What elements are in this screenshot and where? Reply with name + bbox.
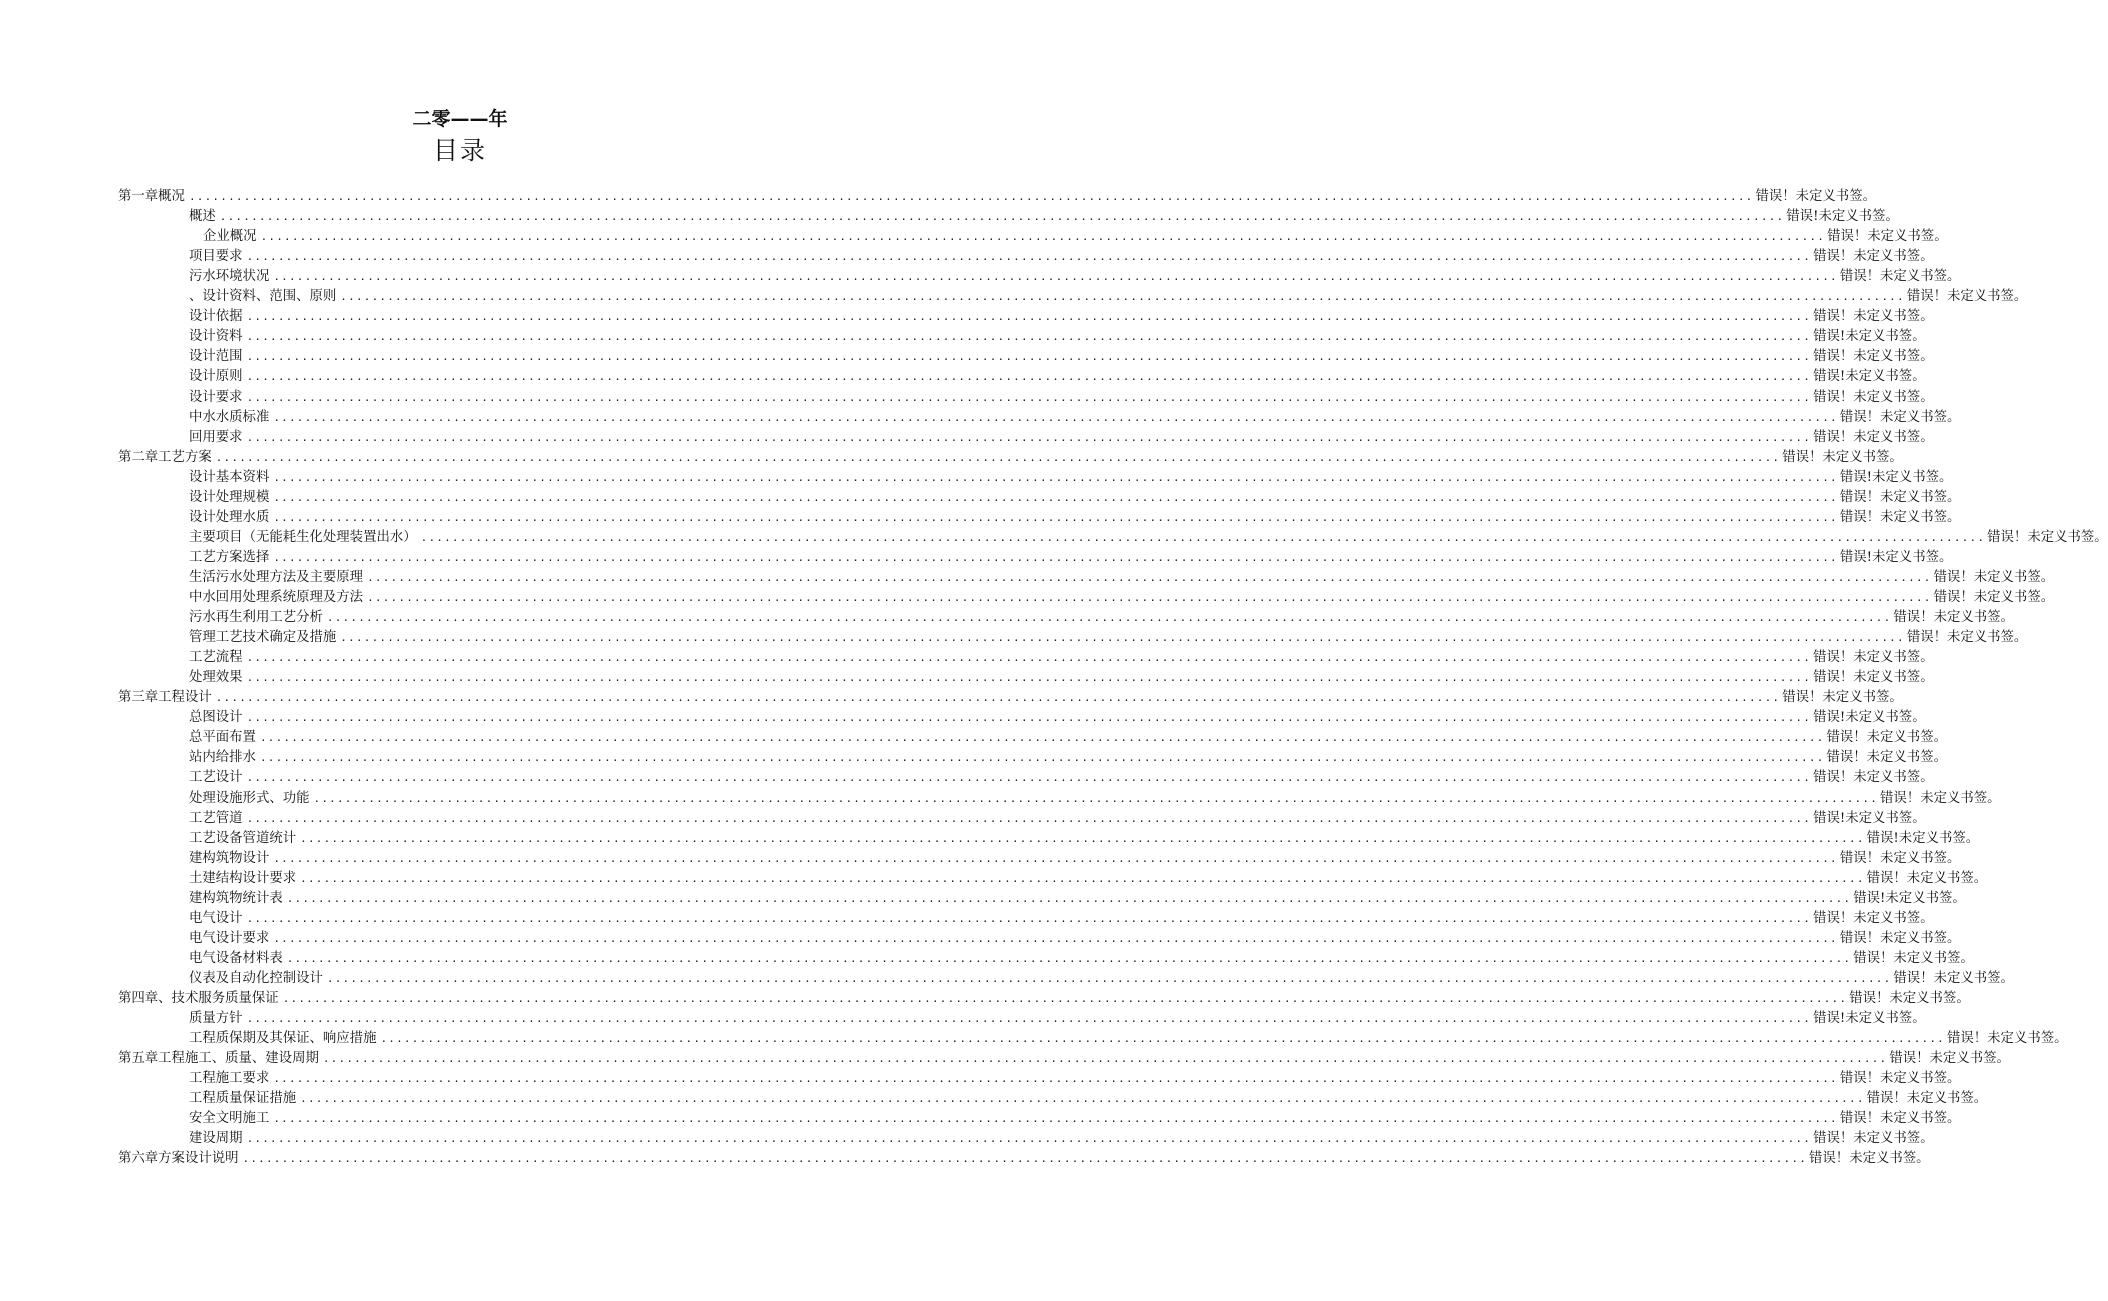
toc-entry-label: 第一章概况 [118, 189, 185, 204]
toc-page-reference: 错误！未定义书签。 [1839, 1071, 1961, 1087]
toc-dot-leader: ........................................................................................................................................................................................................ [322, 1052, 1888, 1066]
toc-section-entry[interactable] [189, 488, 1961, 508]
toc-entry-label: 安全文明施工 [189, 1111, 270, 1127]
toc-page-reference: 错误！未定义书签。 [1839, 1111, 1961, 1127]
toc-dot-leader: ........................................................................................................................................................................................................ [246, 651, 1812, 665]
toc-entry-label: 管理工艺技术确定及措施 [189, 630, 337, 646]
toc-dot-leader: ........................................................................................................................................................................................................ [273, 270, 1838, 284]
toc-dot-leader: ........................................................................................................................................................................................................ [326, 971, 1892, 985]
toc-section-entry[interactable] [189, 388, 1934, 408]
toc-section-entry[interactable] [189, 1089, 1988, 1109]
toc-section-entry[interactable] [189, 668, 1934, 688]
toc-entry-label: 建构筑物统计表 [189, 890, 283, 906]
toc-page-reference: 错误！未定义书签。 [1809, 1151, 1930, 1167]
toc-dot-leader: ........................................................................................................................................................................................................ [367, 570, 1932, 584]
toc-title: 目录 [432, 136, 487, 165]
toc-dot-leader: ........................................................................................................................................................................................................ [259, 751, 1825, 765]
toc-entry-label: 设计要求 [189, 389, 243, 405]
toc-dot-leader: ........................................................................................................................................................................................................ [286, 951, 1852, 965]
toc-dot-leader: ........................................................................................................................................................................................................ [326, 611, 1892, 625]
toc-page-reference: 错误！未定义书签。 [1813, 249, 1934, 265]
toc-page-reference: 错误！未定义书签。 [1813, 670, 1934, 686]
toc-section-entry[interactable] [189, 207, 1899, 227]
toc-dot-leader: ........................................................................................................................................................................................................ [246, 250, 1812, 264]
toc-section-entry[interactable] [189, 327, 1926, 347]
toc-entry-label: 第三章工程设计 [118, 690, 212, 706]
toc-page-reference: 错误！未定义书签。 [1813, 770, 1934, 786]
toc-dot-leader: ........................................................................................................................................................................................................ [246, 811, 1812, 825]
toc-dot-leader: ........................................................................................................................................................................................................ [246, 771, 1812, 785]
toc-dot-leader: ........................................................................................................................................................................................................ [246, 350, 1812, 364]
toc-chapter-entry[interactable] [118, 688, 1903, 708]
toc-entry-label: 总平面布置 [189, 730, 256, 746]
toc-entry-label: 建构筑物设计 [189, 850, 270, 866]
toc-page-reference: 错误！未定义书签。 [1853, 950, 1974, 966]
toc-page-reference: 错误！未定义书签。 [1813, 910, 1934, 926]
toc-section-entry[interactable] [189, 608, 2014, 628]
toc-entry-label: 质量方针 [189, 1011, 243, 1027]
toc-page-reference: 错误！未定义书签。 [1933, 590, 2055, 605]
toc-page-reference: 错误!未定义书签。 [1813, 329, 1926, 345]
toc-section-entry[interactable] [189, 728, 1947, 748]
toc-entry-label: 中水水质标准 [189, 409, 270, 425]
toc-page-reference: 错误！未定义书签。 [1839, 269, 1961, 285]
toc-entry-label: 总图设计 [189, 710, 243, 726]
toc-page-reference: 错误！未定义书签。 [1827, 229, 1948, 245]
toc-entry-label: 工程质保期及其保证、响应措施 [189, 1031, 377, 1047]
toc-section-entry[interactable] [189, 789, 2001, 809]
toc-section-entry[interactable] [189, 307, 1934, 327]
toc-section-entry[interactable] [189, 849, 1961, 869]
toc-entry-label: 工艺管道 [189, 810, 243, 826]
toc-section-entry[interactable] [189, 909, 1934, 929]
toc-page-reference: 错误！未定义书签。 [1782, 449, 1903, 465]
toc-entry-label: 中水回用处理系统原理及方法 [189, 590, 364, 605]
toc-dot-leader: ........................................................................................................................................................................................................ [313, 791, 1879, 805]
toc-dot-leader: ........................................................................................................................................................................................................ [246, 370, 1812, 384]
toc-chapter-entry[interactable] [118, 1049, 2010, 1069]
toc-page-reference: 错误！未定义书签。 [1826, 750, 1947, 766]
toc-dot-leader: ........................................................................................................................................................................................................ [246, 1132, 1812, 1146]
toc-page-reference: 错误！未定义书签。 [1839, 509, 1961, 525]
toc-page-reference: 错误！未定义书签。 [1813, 389, 1934, 405]
toc-page-reference: 错误!未定义书签。 [1786, 209, 1899, 225]
toc-section-entry[interactable] [189, 1109, 1961, 1129]
toc-section-entry[interactable] [189, 1009, 1926, 1029]
toc-dot-leader: ........................................................................................................................................................................................................ [242, 1152, 1808, 1166]
toc-entry-label: 、设计资料、范围、原则 [189, 289, 337, 305]
toc-section-entry[interactable] [189, 548, 1953, 568]
toc-section-entry[interactable] [189, 267, 1961, 287]
toc-dot-leader: ........................................................................................................................................................................................................ [273, 410, 1838, 424]
toc-page-reference: 错误！未定义书签。 [1987, 529, 2108, 545]
toc-section-entry[interactable] [189, 408, 1961, 428]
toc-dot-leader: ........................................................................................................................................................................................................ [219, 210, 1785, 224]
toc-page-reference: 错误！未定义书签。 [1946, 1031, 2068, 1047]
toc-section-entry[interactable] [189, 969, 2014, 989]
toc-dot-leader: ........................................................................................................................................................................................................ [367, 591, 1932, 604]
toc-dot-leader: ........................................................................................................................................................................................................ [246, 911, 1812, 925]
toc-page-reference: 错误！未定义书签。 [1933, 569, 2055, 585]
toc-section-entry[interactable] [189, 829, 1980, 849]
toc-entry-label: 电气设备材料表 [189, 950, 283, 966]
toc-section-entry[interactable] [189, 648, 1934, 668]
toc-dot-leader: ........................................................................................................................................................................................................ [246, 310, 1812, 324]
toc-entry-label: 设计处理水质 [189, 509, 270, 525]
toc-section-entry[interactable] [189, 347, 1934, 367]
toc-entry-label: 设计基本资料 [189, 469, 270, 485]
toc-page-reference: 错误！未定义书签。 [1813, 309, 1934, 325]
toc-entry-label: 第二章工艺方案 [118, 449, 212, 465]
toc-section-entry[interactable] [189, 508, 1961, 528]
toc-section-entry[interactable] [189, 1029, 2068, 1049]
toc-section-entry[interactable] [189, 468, 1953, 488]
toc-dot-leader: ........................................................................................................................................................................................................ [260, 230, 1826, 244]
toc-entry-label: 工艺设计 [189, 770, 243, 786]
toc-page-reference: 错误！未定义书签。 [1893, 610, 2014, 626]
toc-section-entry[interactable] [203, 227, 1948, 247]
toc-section-entry[interactable] [189, 588, 2055, 608]
toc-section-entry[interactable] [189, 628, 2028, 648]
toc-dot-leader: ........................................................................................................................................................................................................ [246, 390, 1812, 404]
toc-entry-label: 设计范围 [189, 349, 243, 365]
toc-page-reference: 错误！未定义书签。 [1826, 730, 1947, 746]
toc-page-reference: 错误！未定义书签。 [1755, 189, 1876, 204]
toc-page-reference: 错误!未定义书签。 [1813, 710, 1926, 726]
toc-dot-leader: ........................................................................................................................................................................................................ [340, 290, 1905, 304]
toc-dot-leader: ........................................................................................................................................................................................................ [259, 731, 1825, 745]
toc-dot-leader: ........................................................................................................................................................................................................ [340, 631, 1905, 645]
toc-dot-leader: ........................................................................................................................................................................................................ [273, 1112, 1838, 1126]
toc-dot-leader: ........................................................................................................................................................................................................ [273, 1072, 1838, 1086]
toc-page-reference: 错误!未定义书签。 [1853, 890, 1966, 906]
toc-entry-label: 工艺流程 [189, 650, 243, 666]
toc-entry-label: 处理设施形式、功能 [189, 790, 310, 806]
toc-page-reference: 错误！未定义书签。 [1866, 870, 1988, 886]
toc-section-entry[interactable] [189, 568, 2055, 588]
toc-page-reference: 错误！未定义书签。 [1849, 991, 1970, 1006]
toc-section-entry[interactable] [189, 1069, 1961, 1089]
toc-dot-leader: ........................................................................................................................................................................................................ [188, 190, 1754, 203]
toc-entry-label: 工艺方案选择 [189, 549, 270, 565]
toc-entry-label: 仪表及自动化控制设计 [189, 970, 323, 986]
toc-section-entry[interactable] [189, 287, 2028, 307]
toc-entry-label: 土建结构设计要求 [189, 870, 297, 886]
toc-entry-label: 设计依据 [189, 309, 243, 325]
toc-chapter-entry[interactable] [118, 1149, 1930, 1169]
toc-section-entry[interactable] [189, 708, 1926, 728]
toc-entry-label: 生活污水处理方法及主要原理 [189, 569, 364, 585]
toc-dot-leader: ........................................................................................................................................................................................................ [273, 490, 1838, 504]
toc-entry-label: 工程施工要求 [189, 1071, 270, 1087]
toc-page-reference: 错误!未定义书签。 [1839, 549, 1953, 565]
toc-entry-label: 工艺设备管道统计 [189, 830, 297, 846]
toc-entry-label: 污水环境状况 [189, 269, 270, 285]
toc-page-reference: 错误！未定义书签。 [1906, 630, 2028, 646]
toc-page-reference: 错误!未定义书签。 [1813, 810, 1926, 826]
toc-entry-label: 站内给排水 [189, 750, 256, 766]
toc-dot-leader: ........................................................................................................................................................................................................ [215, 450, 1781, 464]
toc-dot-leader: ........................................................................................................................................................................................................ [282, 992, 1848, 1005]
toc-page-reference: 错误!未定义书签。 [1813, 369, 1926, 385]
toc-dot-leader: ........................................................................................................................................................................................................ [273, 550, 1838, 564]
toc-page-reference: 错误！未定义书签。 [1893, 970, 2014, 986]
toc-entry-label: 电气设计要求 [189, 930, 270, 946]
toc-dot-leader: ........................................................................................................................................................................................................ [300, 1092, 1865, 1106]
toc-section-entry[interactable] [189, 367, 1926, 387]
toc-chapter-entry[interactable] [118, 989, 1970, 1009]
toc-section-entry[interactable] [189, 748, 1947, 768]
toc-entry-label: 第四章、技术服务质量保证 [118, 991, 279, 1006]
toc-entry-label: 项目要求 [189, 249, 243, 265]
toc-entry-label: 污水再生利用工艺分析 [189, 610, 323, 626]
toc-entry-label: 工程质量保证措施 [189, 1091, 297, 1107]
toc-entry-label: 设计原则 [189, 369, 243, 385]
toc-page-reference: 错误！未定义书签。 [1813, 1131, 1934, 1147]
toc-dot-leader: ........................................................................................................................................................................................................ [420, 530, 1986, 544]
toc-dot-leader: ........................................................................................................................................................................................................ [300, 831, 1865, 845]
toc-section-entry[interactable] [189, 428, 1934, 448]
toc-dot-leader: ........................................................................................................................................................................................................ [246, 330, 1812, 344]
toc-entry-label: 设计处理规模 [189, 489, 270, 505]
toc-section-entry[interactable] [189, 768, 1934, 788]
toc-section-entry[interactable] [189, 1129, 1934, 1149]
toc-page-reference: 错误！未定义书签。 [1813, 349, 1934, 365]
toc-entry-label: 第六章方案设计说明 [118, 1151, 239, 1167]
toc-dot-leader: ........................................................................................................................................................................................................ [380, 1032, 1945, 1046]
toc-page-reference: 错误！未定义书签。 [1839, 930, 1961, 946]
toc-page-reference: 错误!未定义书签。 [1866, 830, 1980, 846]
toc-dot-leader: ........................................................................................................................................................................................................ [273, 931, 1838, 945]
toc-section-entry[interactable] [189, 247, 1934, 267]
toc-dot-leader: ........................................................................................................................................................................................................ [246, 1012, 1812, 1026]
toc-page-reference: 错误！未定义书签。 [1906, 289, 2028, 305]
toc-page-reference: 错误！未定义书签。 [1782, 690, 1903, 706]
toc-dot-leader: ........................................................................................................................................................................................................ [273, 510, 1838, 524]
toc-dot-leader: ........................................................................................................................................................................................................ [273, 470, 1838, 484]
toc-entry-label: 建设周期 [189, 1131, 243, 1147]
toc-section-entry[interactable] [189, 869, 1988, 889]
toc-section-entry[interactable] [189, 949, 1974, 969]
toc-entry-label: 主要项目（无能耗生化处理装置出水） [189, 529, 417, 545]
toc-entry-label: 概述 [189, 209, 216, 225]
toc-page-reference: 错误！未定义书签。 [1866, 1091, 1988, 1107]
toc-chapter-entry[interactable] [118, 187, 1876, 207]
toc-page-reference: 错误！未定义书签。 [1813, 429, 1934, 445]
toc-section-entry[interactable] [189, 929, 1961, 949]
toc-section-entry[interactable] [189, 528, 2108, 548]
toc-entry-label: 回用要求 [189, 429, 243, 445]
toc-section-entry[interactable] [189, 809, 1926, 829]
toc-section-entry[interactable] [189, 889, 1966, 909]
toc-page-reference: 错误!未定义书签。 [1839, 469, 1953, 485]
toc-page-reference: 错误！未定义书签。 [1889, 1051, 2010, 1067]
toc-entry-label: 处理效果 [189, 670, 243, 686]
toc-dot-leader: ........................................................................................................................................................................................................ [246, 671, 1812, 685]
toc-entry-label: 第五章工程施工、质量、建设周期 [118, 1051, 319, 1067]
toc-dot-leader: ........................................................................................................................................................................................................ [273, 851, 1838, 865]
toc-entry-label: 企业概况 [203, 229, 257, 245]
toc-entry-label: 电气设计 [189, 910, 243, 926]
toc-dot-leader: ........................................................................................................................................................................................................ [246, 711, 1812, 725]
document-year: 二零——年 [412, 108, 508, 130]
toc-page-reference: 错误!未定义书签。 [1813, 1011, 1926, 1027]
toc-page-reference: 错误！未定义书签。 [1839, 409, 1961, 425]
toc-chapter-entry[interactable] [118, 448, 1903, 468]
toc-page-reference: 错误！未定义书签。 [1813, 650, 1934, 666]
toc-page-reference: 错误！未定义书签。 [1880, 790, 2001, 806]
toc-entry-label: 设计资料 [189, 329, 243, 345]
toc-dot-leader: ........................................................................................................................................................................................................ [215, 691, 1781, 705]
toc-page-reference: 错误！未定义书签。 [1839, 489, 1961, 505]
toc-dot-leader: ........................................................................................................................................................................................................ [286, 891, 1852, 905]
toc-page-reference: 错误！未定义书签。 [1839, 850, 1961, 866]
toc-dot-leader: ........................................................................................................................................................................................................ [246, 430, 1812, 444]
toc-dot-leader: ........................................................................................................................................................................................................ [300, 871, 1865, 885]
